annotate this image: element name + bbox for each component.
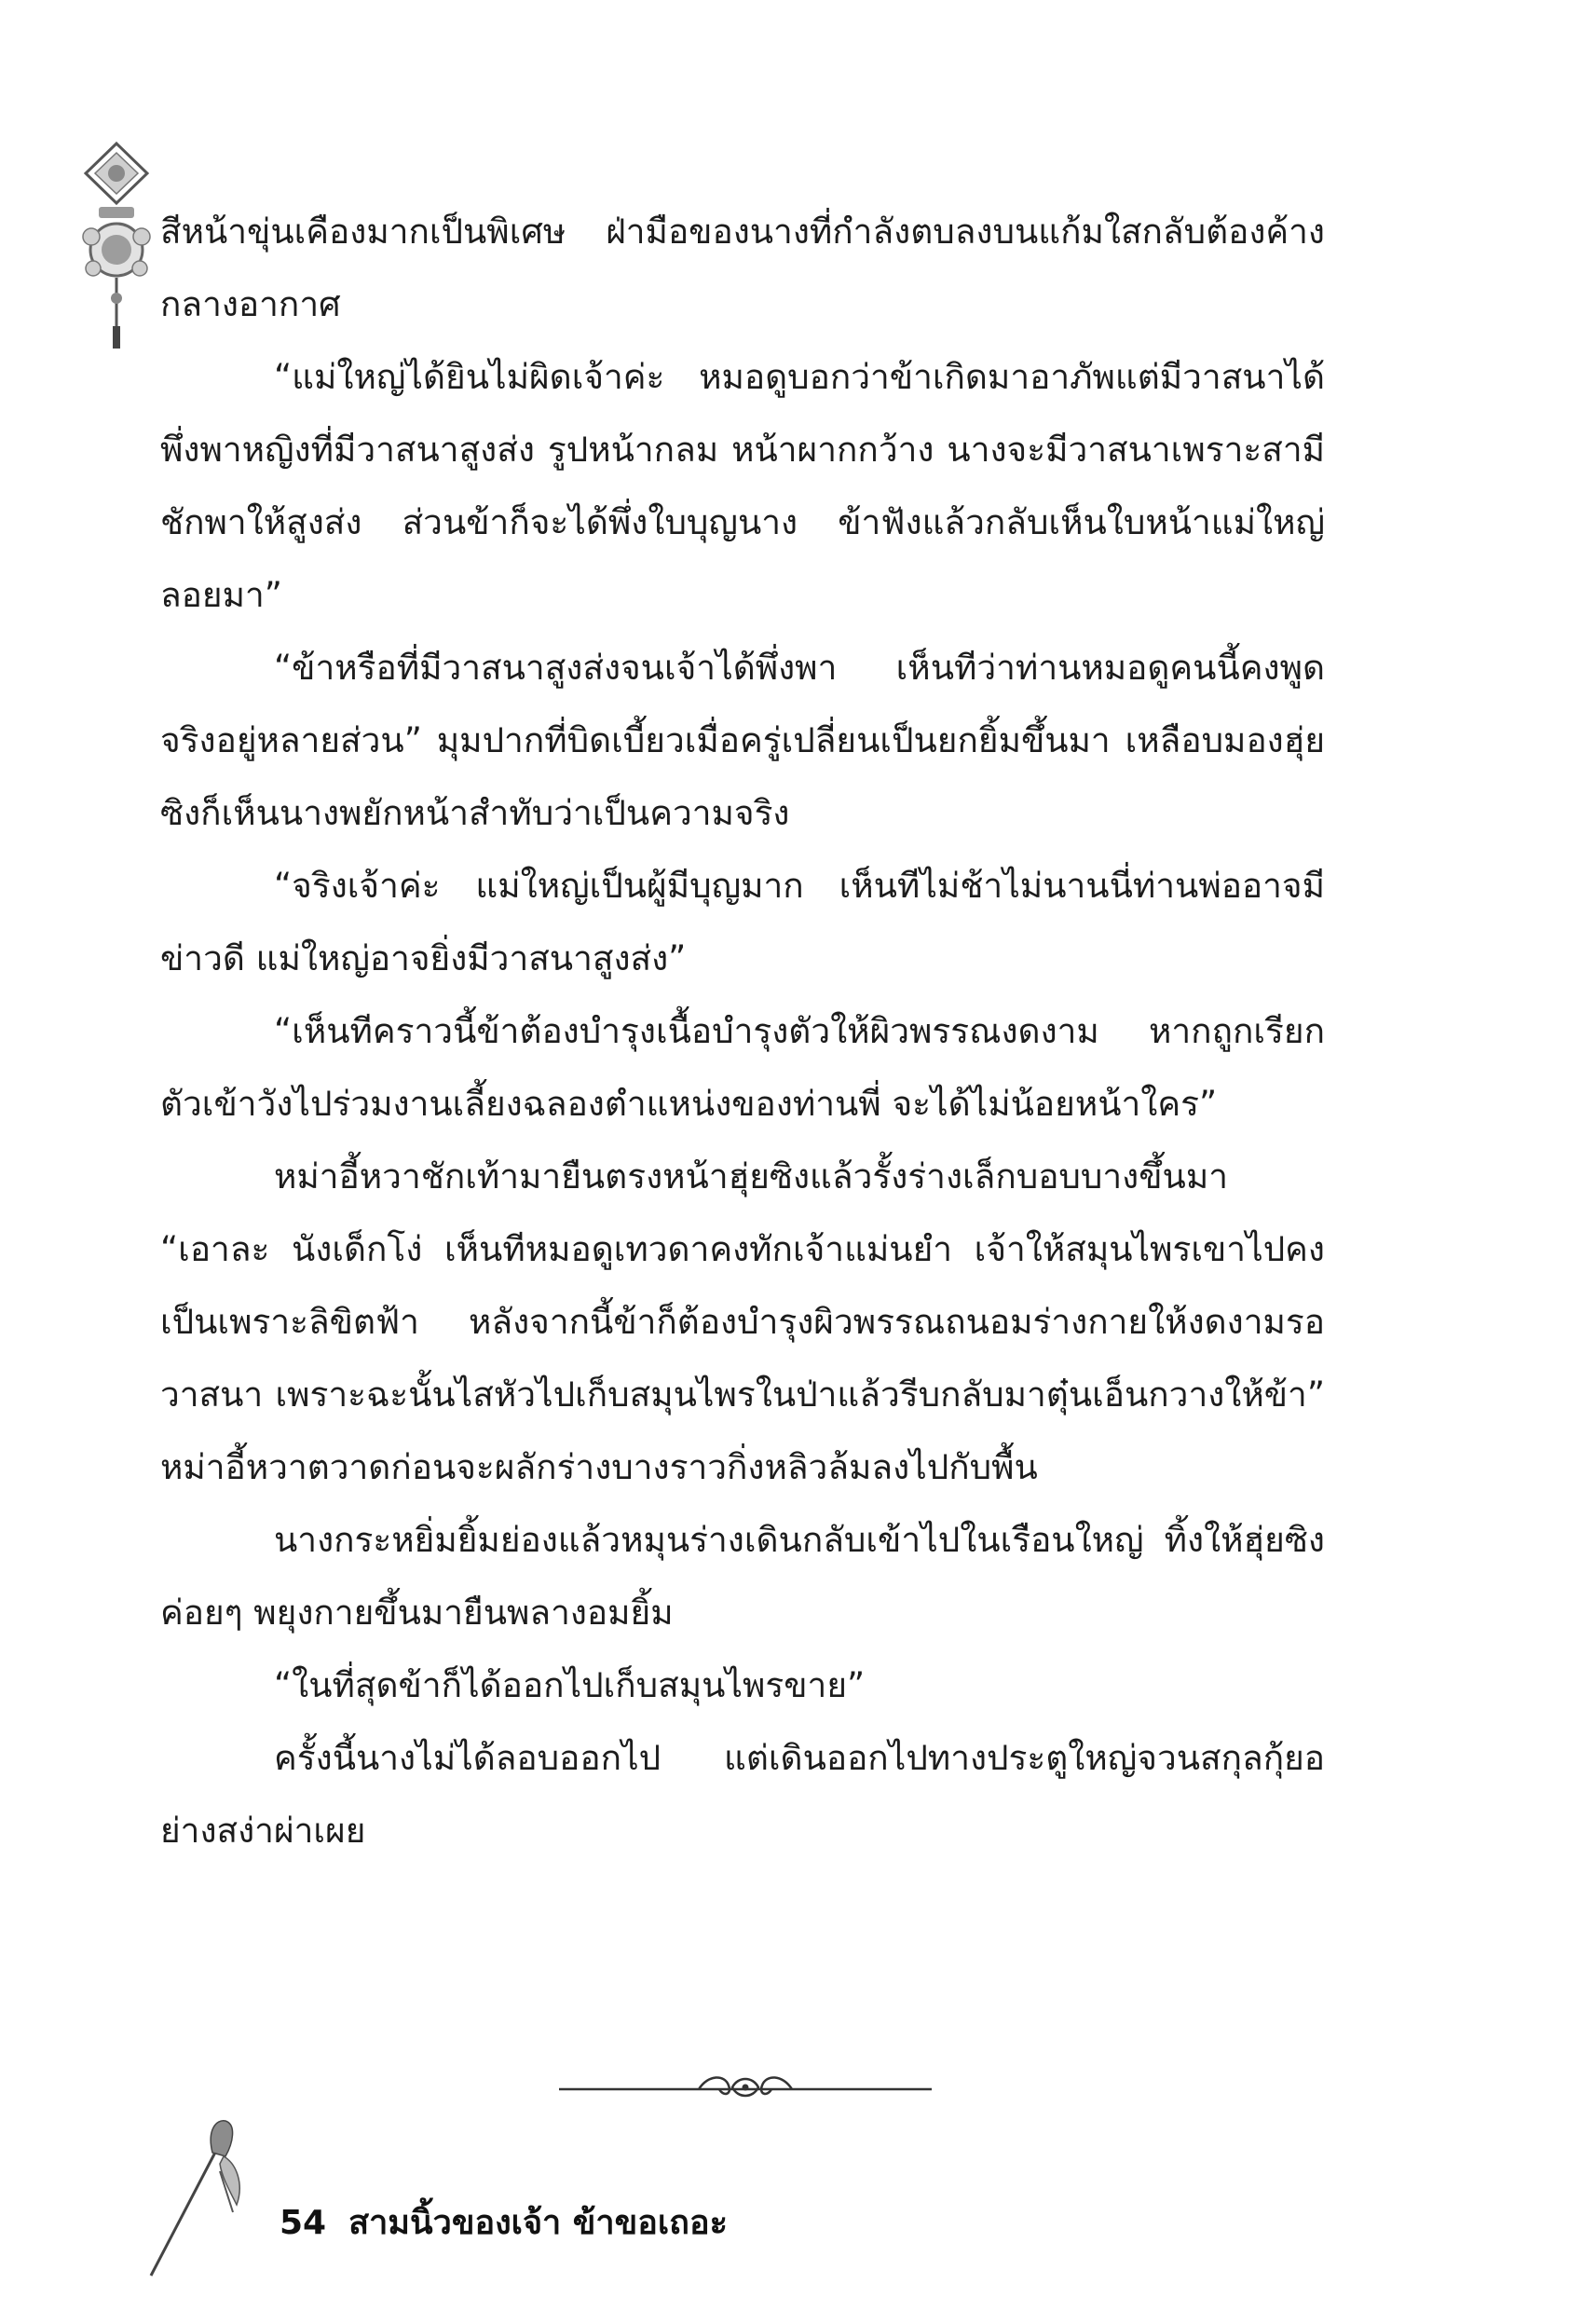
footer-caption [280, 2195, 728, 2249]
quill-pen-icon [140, 2115, 261, 2283]
paragraph: “จริงเจ้าค่ะ แม่ใหญ่เป็นผู้มีบุญมาก เห็นทีไม่ช้าไม่นานนี่ท่านพ่ออาจมีข่าวดี แม่ใหญ่อาจยิ่งมีวาสนาสูงส่ง” [160, 866, 1325, 978]
paragraph: นางกระหยิ่มยิ้มย่องแล้วหมุนร่างเดินกลับเข้าไปในเรือนใหญ่ ทิ้งให้ฮุ่ยซิงค่อยๆ พยุงกายขึ้นมายืนพลางอมยิ้ม [160, 1520, 1325, 1633]
book-title: สามนิ้วของเจ้า ข้าขอเถอะ [348, 2204, 728, 2242]
paragraph: ครั้งนี้นางไม่ได้ลอบออกไป แต่เดินออกไปทางประตูใหญ่จวนสกุลกุ้ยอย่างสง่าผ่าเผย [160, 1738, 1325, 1851]
page-footer [140, 2115, 885, 2302]
paragraph: หม่าอี้หวาชักเท้ามายืนตรงหน้าฮุ่ยซิงแล้วรั้งร่างเล็กบอบบางขึ้นมา “เอาละ นังเด็กโง่ เห็นทีหมอดูเทวดาคงทักเจ้าแม่นยำ เจ้าให้สมุนไพรเขาไปคงเป็นเพราะลิขิตฟ้า หลังจากนี้ข้าก็ต้องบำรุงผิวพรรณถนอมร่างกายให้งดงามรอวาสนา เพราะฉะนั้นไสหัวไปเก็บสมุนไพรในป่าแล้วรีบกลับมาตุ๋นเอ็นกวางให้ข้า” หม่าอี้หวาตวาดก่อนจะผลักร่างบางราวกิ่งหลิวล้มลงไปกับพื้น [160, 1156, 1325, 1487]
paragraph: สีหน้าขุ่นเคืองมากเป็นพิเศษ ฝ่ามือของนางที่กำลังตบลงบนแก้มใสกลับต้องค้างกลางอากาศ [160, 212, 1325, 324]
paragraph: “แม่ใหญ่ได้ยินไม่ผิดเจ้าค่ะ หมอดูบอกว่าข้าเกิดมาอาภัพแต่มีวาสนาได้พึ่งพาหญิงที่มีวาสนาสูงส่ง รูปหน้ากลม หน้าผากกว้าง นางจะมีวาสนาเพราะสามีชักพาให้สูงส่ง ส่วนข้าก็จะได้พึ่งใบบุญนาง ข้าฟังแล้วกลับเห็นใบหน้าแม่ใหญ่ลอยมา” [160, 357, 1325, 615]
body-text [160, 196, 1325, 1867]
paragraph: “ข้าหรือที่มีวาสนาสูงส่งจนเจ้าได้พึ่งพา เห็นทีว่าท่านหมอดูคนนี้คงพูดจริงอยู่หลายส่วน” มุมปากที่บิดเบี้ยวเมื่อครู่เปลี่ยนเป็นยกยิ้มขึ้นมา เหลือบมองฮุ่ยซิงก็เห็นนางพยักหน้าสำทับว่าเป็นความจริง [160, 648, 1325, 833]
paragraph: “ในที่สุดข้าก็ได้ออกไปเก็บสมุนไพรขาย” [274, 1665, 866, 1705]
flourish-divider-icon [559, 2067, 932, 2108]
paragraph: “เห็นทีคราวนี้ข้าต้องบำรุงเนื้อบำรุงตัวให้ผิวพรรณงดงาม หากถูกเรียกตัวเข้าวังไปร่วมงานเลี้ยงฉลองตำแหน่งของท่านพี่ จะได้ไม่น้อยหน้าใคร” [160, 1011, 1325, 1124]
floral-emblem-icon [65, 140, 168, 354]
page-number: 54 [280, 2204, 327, 2242]
